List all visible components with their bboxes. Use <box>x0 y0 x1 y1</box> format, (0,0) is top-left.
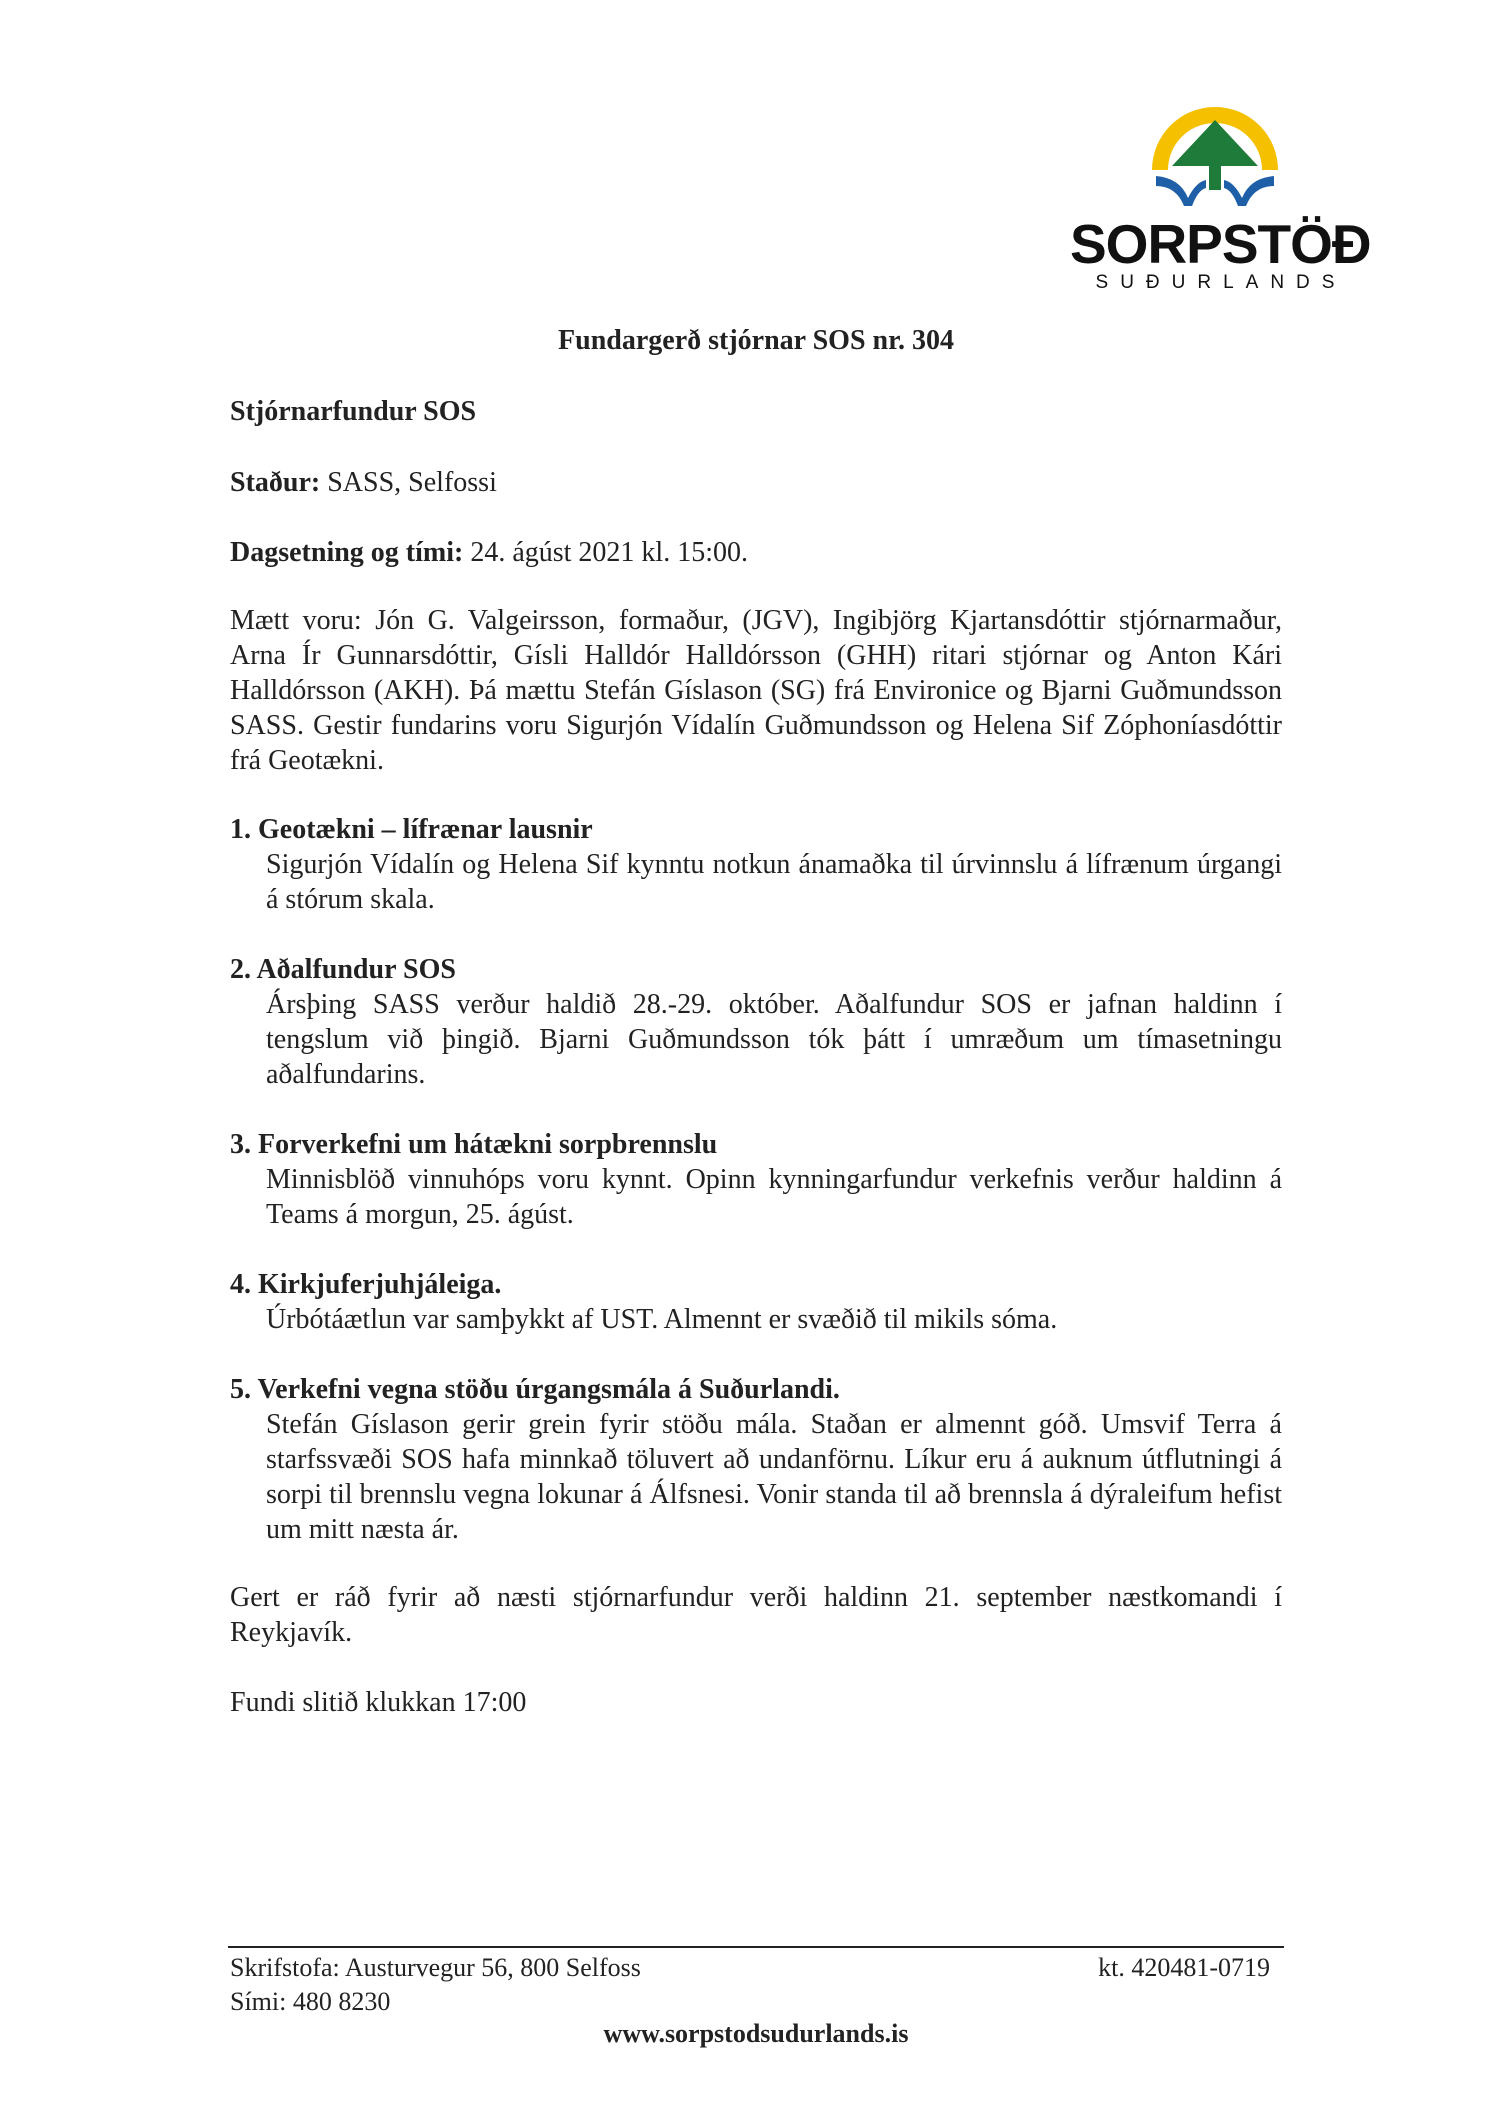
logo-emblem-icon <box>1140 98 1290 208</box>
place-value: SASS, Selfossi <box>320 467 497 498</box>
date-value: 24. ágúst 2021 kl. 15:00. <box>463 537 748 568</box>
attendees-paragraph: Mætt voru: Jón G. Valgeirsson, formaður, (JGV), Ingibjörg Kjartansdóttir stjórnarmaður, Arna Ír Gunnarsdóttir, Gísli Halldór Halldórsson (GHH) ritari stjórnar og Anton Kári Halldórsson (AKH). Þá mættu Stefán Gíslason (SG) frá Environice og Bjarni Guðmundsson SASS. Gestir fundarins voru Sigurjón Vídalín Guðmundsson og Helena Sif Zóphoníasdóttir frá Geotækni. <box>230 605 1282 776</box>
agenda-item-heading: 3. Forverkefni um hátækni sorpbrennslu <box>230 1129 718 1160</box>
agenda-item-body: Minnisblöð vinnuhóps voru kynnt. Opinn kynningarfundur verkefnis verður haldinn á Teams á morgun, 25. ágúst. <box>266 1164 1282 1230</box>
footer-address: Skrifstofa: Austurvegur 56, 800 Selfoss <box>230 1953 641 1982</box>
footer-divider <box>228 1946 1284 1948</box>
closing-line: Fundi slitið klukkan 17:00 <box>230 1687 527 1718</box>
agenda-item-heading: 4. Kirkjuferjuhjáleiga. <box>230 1269 502 1300</box>
agenda-item-heading: 1. Geotækni – lífrænar lausnir <box>230 814 593 845</box>
agenda-item-body: Sigurjón Vídalín og Helena Sif kynntu notkun ánamaðka til úrvinnslu á lífrænum úrgangi á stórum skala. <box>266 849 1282 915</box>
next-meeting-paragraph: Gert er ráð fyrir að næsti stjórnarfundur verði haldinn 21. september næstkomandi í Reykjavík. <box>230 1582 1282 1648</box>
date-label: Dagsetning og tími: <box>230 537 464 568</box>
footer-kt: kt. 420481-0719 <box>1098 1953 1270 1982</box>
document-title: Fundargerð stjórnar SOS nr. 304 <box>558 325 954 356</box>
agenda-item-body: Ársþing SASS verður haldið 28.-29. október. Aðalfundur SOS er jafnan haldinn í tengslum við þingið. Bjarni Guðmundsson tók þátt í umræðum um tímasetningu aðalfundarins. <box>266 989 1282 1090</box>
footer-website-link[interactable]: www.sorpstodsudurlands.is <box>603 2019 909 2048</box>
meeting-heading: Stjórnarfundur SOS <box>230 396 477 427</box>
place-label: Staður: <box>230 467 321 498</box>
logo-subtitle: SUÐURLANDS <box>1095 272 1347 293</box>
place-line <box>230 465 497 500</box>
date-line <box>230 535 748 570</box>
agenda-item-heading: 2. Aðalfundur SOS <box>230 954 456 985</box>
footer-phone: Sími: 480 8230 <box>230 1987 391 2016</box>
agenda-item-heading: 5. Verkefni vegna stöðu úrgangsmála á Suðurlandi. <box>230 1374 840 1405</box>
sorpstod-logo <box>1070 98 1371 298</box>
logo-wordmark: SORPSTÖÐ <box>1070 213 1371 275</box>
agenda-item-body: Stefán Gíslason gerir grein fyrir stöðu mála. Staðan er almennt góð. Umsvif Terra á starfssvæði SOS hafa minnkað töluvert að undanförnu. Líkur eru á auknum útflutningi á sorpi til brennslu vegna lokunar á Álfsnesi. Vonir standa til að brennsla á dýraleifum hefist um mitt næsta ár. <box>266 1409 1282 1545</box>
agenda-item-body: Úrbótáætlun var samþykkt af UST. Almennt er svæðið til mikils sóma. <box>266 1304 1058 1335</box>
